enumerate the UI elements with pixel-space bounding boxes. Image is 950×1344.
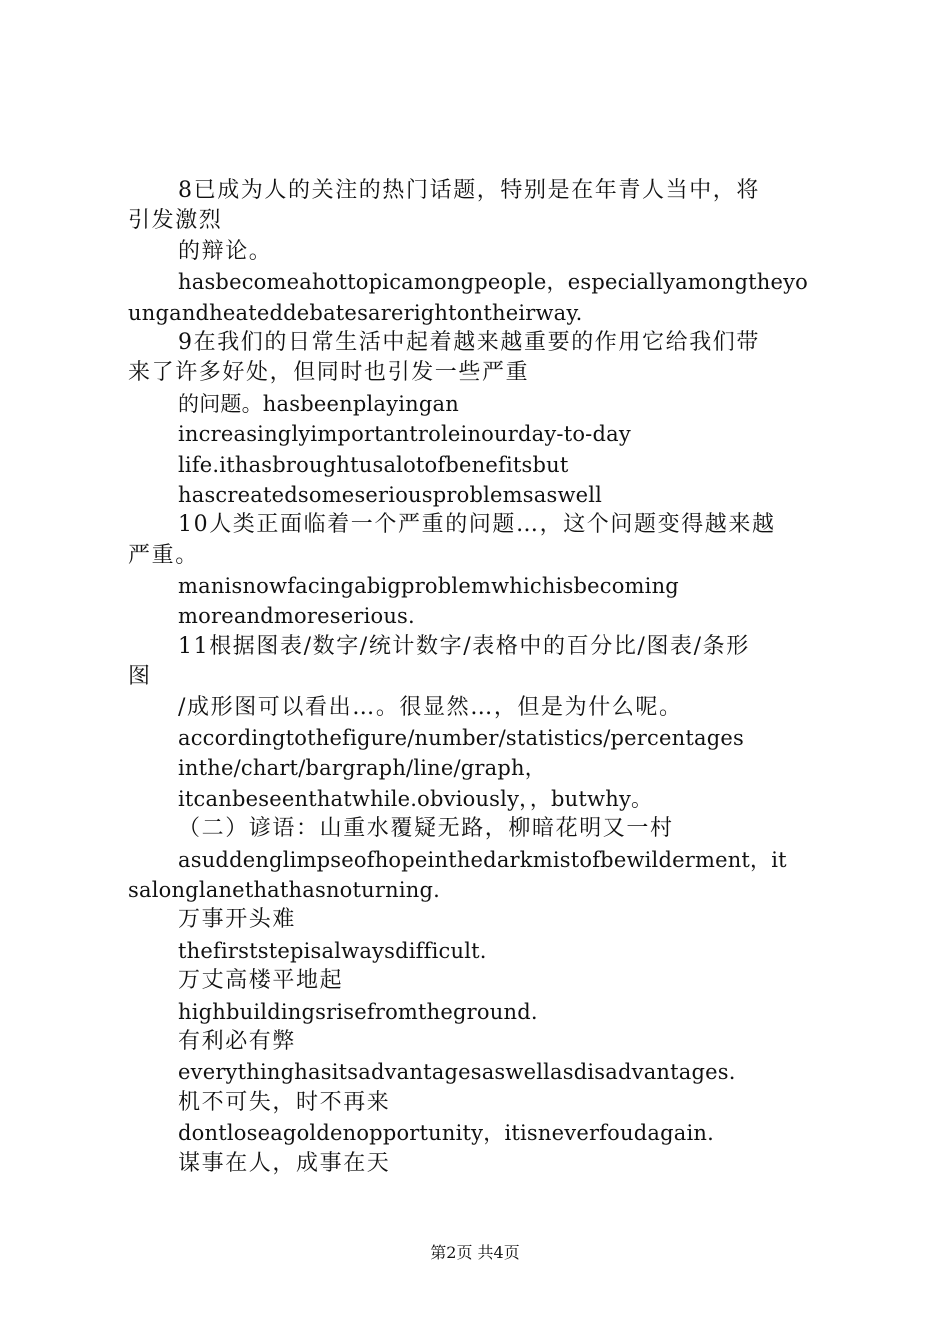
text-line: ungandheateddebatesarerightontheirway. [128, 300, 583, 325]
text-line: thefirststepisalwaysdifficult. [178, 938, 487, 963]
text-line: 9在我们的日常生活中起着越来越重要的作用它给我们带 [178, 329, 760, 355]
text-line: accordingtothefigure/number/statistics/percentages [178, 726, 744, 751]
text-line: moreandmoreserious. [178, 604, 415, 629]
text-line: 图 [128, 664, 152, 690]
text-line: 的辩论。 [178, 238, 273, 264]
text-line: 的问题。hasbeenplayingan [178, 391, 459, 416]
text-line: salonglanethathasnoturning. [128, 877, 441, 902]
text-line: 11根据图表/数字/统计数字/表格中的百分比/图表/条形 [178, 633, 750, 659]
text-line: /成形图可以看出…。很显然…，但是为什么呢。 [178, 694, 683, 720]
text-line: asuddenglimpseofhopeinthedarkmistofbewilderment，it [178, 847, 787, 872]
text-line: 来了许多好处，但同时也引发一些严重 [128, 360, 530, 386]
text-line: 万事开头难 [178, 907, 297, 933]
text-line: dontloseagoldenopportunity，itisneverfoudagain. [178, 1121, 714, 1146]
page-footer: 第2页 共4页 [430, 1243, 520, 1262]
text-line: manisnowfacingabigproblemwhichisbecoming [178, 574, 679, 599]
text-line: highbuildingsrisefromtheground. [178, 999, 538, 1024]
text-line: 有利必有弊 [178, 1028, 297, 1054]
text-line: life.ithasbroughtusalotofbenefitsbut [178, 452, 569, 477]
text-line: 引发激烈 [128, 208, 223, 234]
text-line: 机不可失，时不再来 [178, 1089, 391, 1115]
text-line: 8已成为人的关注的热门话题，特别是在年青人当中，将 [178, 178, 760, 203]
document-body [128, 176, 834, 1179]
text-line: 万丈高楼平地起 [178, 968, 344, 994]
text-line: itcanbeseenthatwhile.obviously，，butwhy。 [178, 786, 653, 811]
text-line: hascreatedsomeseriousproblemsaswell [178, 482, 603, 507]
text-line: hasbecomeahottopicamongpeople，especiallyamongtheyo [178, 270, 809, 295]
text-line: 严重。 [128, 542, 199, 568]
text-line: 谋事在人，成事在天 [178, 1150, 391, 1176]
text-line: increasinglyimportantroleinourday-to-day [178, 422, 631, 447]
text-line: inthe/chart/bargraph/line/graph， [178, 756, 546, 781]
text-line: 10人类正面临着一个严重的问题…，这个问题变得越来越 [178, 512, 776, 538]
text-line: everythinghasitsadvantagesaswellasdisadvantages. [178, 1060, 736, 1085]
text-line: （二）谚语：山重水覆疑无路，柳暗花明又一村 [178, 816, 674, 842]
